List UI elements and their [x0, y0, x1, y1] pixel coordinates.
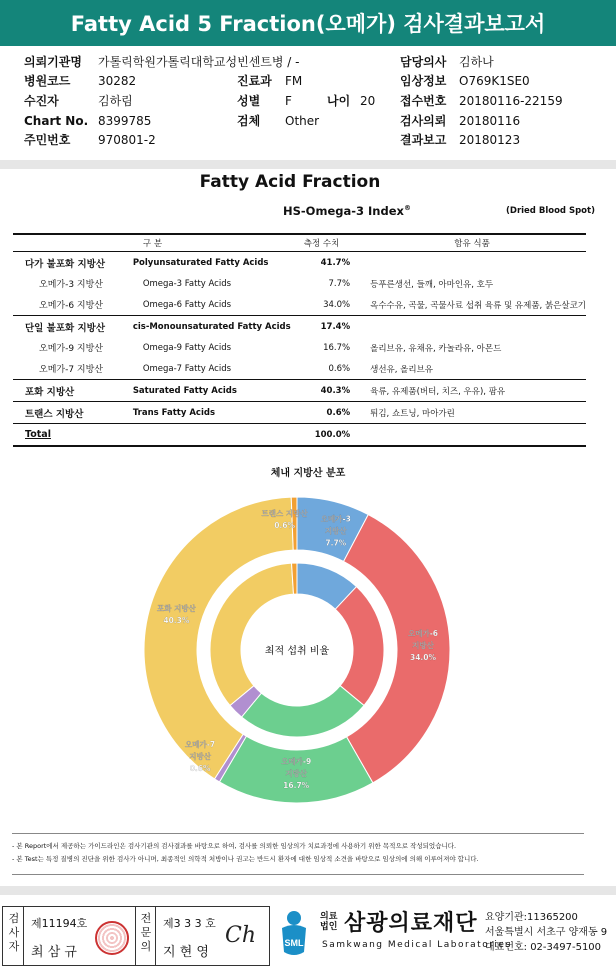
result-label: 결과보고: [400, 133, 447, 147]
org-address: 서울특별시 서초구 양재동 9: [485, 927, 608, 938]
specialist-name: 지 현 영: [163, 945, 209, 960]
fraction-title: Fatty Acid Fraction: [199, 172, 381, 192]
table-row: 다가 불포화 지방산 Polyunsaturated Fatty Acids 41.7%: [13, 252, 586, 274]
slice-label: 34.0%: [409, 652, 437, 662]
receipt-value: 20180116-22159: [459, 94, 563, 108]
table-row: 포화 지방산 Saturated Fatty Acids 40.3% 육류, 유제품(버터, 치즈, 우유), 팜유: [13, 380, 586, 402]
footer-divider: [0, 886, 616, 895]
chart-center-label: 최적 섭취 비율: [264, 646, 330, 657]
hospital-code-value: 30282: [98, 74, 137, 88]
request-label: 검사의뢰: [400, 114, 447, 128]
specimen-value: Other: [285, 114, 320, 128]
receipt-label: 접수번호: [400, 94, 447, 108]
report-footer: [0, 904, 616, 971]
age-label: 나이: [327, 94, 351, 108]
clinical-label: 임상정보: [400, 74, 447, 88]
fatty-acid-table: [13, 233, 586, 447]
slice-label: 지방산: [324, 526, 347, 536]
age-value: 20: [360, 94, 376, 108]
institution-value: 가톨릭학원가톨릭대학교성빈센트병 / -: [98, 55, 300, 69]
org-english-name: Samkwang Medical Laboratories: [322, 940, 512, 950]
doctor-label: 담당의사: [400, 55, 447, 69]
slice-label: 40.3%: [163, 616, 190, 626]
table-row: 오메가-6 지방산 Omega-6 Fatty Acids 34.0% 옥수수유, 곡물, 곡물사료 섭취 육류 및 유제품, 붉은살코기: [39, 299, 586, 311]
inspector-label: 검사자: [8, 912, 20, 953]
organization-block: [276, 906, 616, 964]
report-title: Fatty Acid 5 Fraction(오메가) 검사결과보고서: [0, 0, 616, 46]
signature-box: [2, 906, 270, 966]
slice-label: 7.7%: [325, 538, 347, 548]
sex-value: F: [285, 94, 292, 108]
table-row: 오메가-7 지방산 Omega-7 Fatty Acids 0.6% 생선유, 올리브유: [39, 363, 434, 375]
disclaimer-notes: [12, 833, 584, 875]
slice-label: 오메가-7: [185, 740, 216, 750]
index-label: HS-Omega-3 Index®: [283, 204, 411, 218]
table-row: 오메가-9 지방산 Omega-9 Fatty Acids 16.7% 올리브유, 유채유, 카놀라유, 아몬드: [39, 342, 502, 354]
specimen-label: 검체: [237, 114, 261, 128]
org-contact: [485, 910, 607, 955]
slice-label: 지방산: [412, 640, 434, 650]
slice-label: 0.6%: [189, 764, 211, 774]
org-name: 삼광의료재단: [344, 911, 478, 936]
specialist-label: 전문의: [140, 912, 152, 953]
clinical-value: O769K1SE0: [459, 74, 530, 88]
note-line: - 본 Test는 특정 질병의 진단을 위한 검사가 아니며, 최종적인 의학적 처방이나 권고는 반드시 환자에 대한 임상적 소견을 바탕으로 임상의에 의해 이루어져야 합니다.: [12, 855, 479, 863]
doctor-value: 김하나: [459, 55, 494, 69]
examinee-value: 김하림: [98, 94, 133, 108]
resident-label: 주민번호: [24, 133, 71, 147]
chart-title: 체내 지방산 분포: [270, 468, 346, 479]
request-value: 20180116: [459, 114, 521, 128]
resident-value: 970801-2: [98, 133, 156, 147]
slice-label: 오메가-6: [407, 628, 439, 638]
specialist-id: 제3 3 3 호: [163, 917, 216, 930]
specialist-signature: Ch: [225, 923, 257, 948]
chart-no-value: 8399785: [98, 114, 152, 128]
sml-logo-icon: [276, 908, 312, 960]
department-value: FM: [285, 74, 303, 88]
slice-label: 포화 지방산: [156, 604, 196, 614]
department-label: 진료과: [237, 74, 272, 88]
svg-text:SML: SML: [284, 938, 304, 948]
official-seal: [95, 921, 129, 955]
header-category: 구 분: [13, 234, 292, 252]
slice-label: 오메가-3: [320, 514, 351, 524]
table-row: 오메가-3 지방산 Omega-3 Fatty Acids 7.7% 등푸른생선, 들깨, 아마인유, 호두: [39, 278, 494, 290]
inspector-name: 최 삼 규: [31, 945, 77, 960]
table-row: 단일 불포화 지방산 cis-Monounsaturated Fatty Acids 17.4%: [13, 316, 586, 338]
slice-label: 지방산: [189, 752, 211, 762]
slice-label: 지방산: [285, 769, 308, 778]
header-value: 측정 수치: [292, 234, 358, 252]
fatty-acid-donut-chart: [0, 470, 616, 825]
org-code: 요양기관:11365200: [485, 912, 578, 923]
inner-slice: [210, 563, 293, 705]
table-row-total: Total 100.0%: [13, 424, 586, 447]
sample-type: (Dried Blood Spot): [506, 206, 595, 216]
result-value: 20180123: [459, 133, 521, 147]
table-row: 트랜스 지방산 Trans Fatty Acids 0.6% 튀김, 쇼트닝, 마아가린: [13, 402, 586, 424]
chart-no-label: Chart No.: [24, 114, 89, 128]
header-food: 함유 식품: [358, 234, 586, 252]
hospital-code-label: 병원코드: [24, 74, 71, 88]
institution-label: 의뢰기관명: [24, 55, 82, 69]
slice-label: 16.7%: [283, 781, 310, 790]
sex-label: 성별: [237, 94, 261, 108]
examinee-label: 수진자: [24, 94, 59, 108]
note-line: - 본 Report에서 제공하는 가이드라인은 검사기관의 검사결과를 바탕으로 하여, 검사를 의뢰한 임상의가 치료과정에 사용하기 위한 목적으로 작성되었습니다.: [12, 842, 457, 850]
registered-mark: ®: [403, 204, 411, 213]
slice-label: 0.6%: [274, 521, 296, 530]
section-divider: [0, 160, 616, 169]
slice-label: 오메가-9: [281, 757, 312, 766]
patient-info: [0, 48, 616, 158]
org-phone: 대표번호: 02-3497-5100: [485, 942, 602, 953]
inspector-id: 제11194호: [31, 917, 88, 930]
slice-label: 트랜스 지방산: [261, 509, 308, 518]
org-prefix: 의료 법인: [320, 912, 338, 932]
